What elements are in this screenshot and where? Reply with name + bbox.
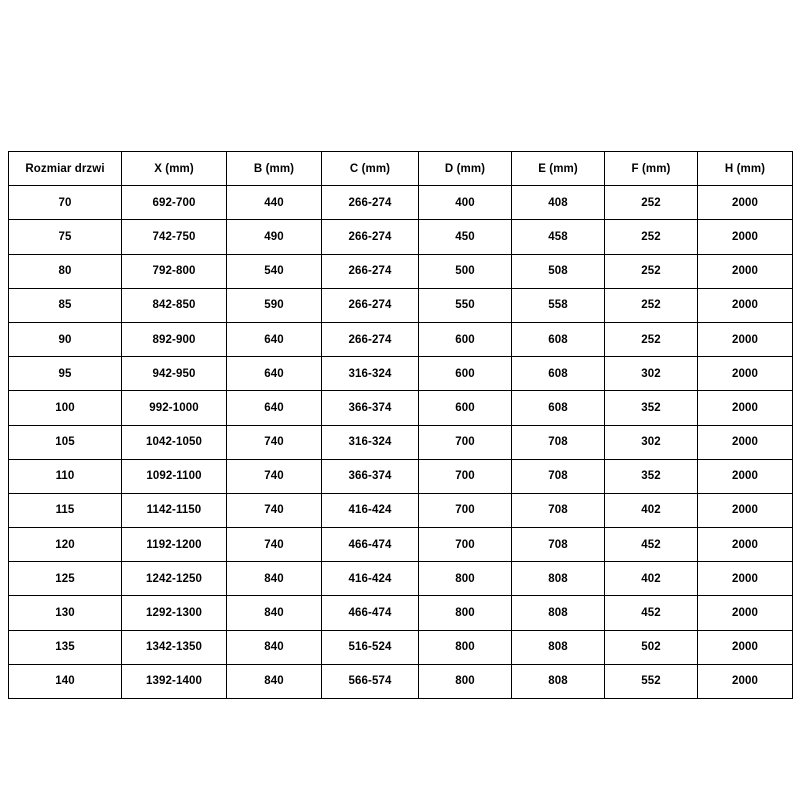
cell: 708: [512, 425, 605, 459]
cell: 892-900: [122, 322, 227, 356]
cell: 490: [227, 220, 322, 254]
cell: 842-850: [122, 288, 227, 322]
cell: 130: [9, 596, 122, 630]
cell: 2000: [698, 357, 793, 391]
table-row: [9, 493, 793, 527]
cell: 740: [227, 459, 322, 493]
cell: 500: [419, 254, 512, 288]
cell: 140: [9, 664, 122, 698]
cell: 800: [419, 596, 512, 630]
table-row: [9, 459, 793, 493]
table-row: [9, 357, 793, 391]
cell: 366-374: [322, 391, 419, 425]
cell: 302: [605, 425, 698, 459]
cell: 352: [605, 459, 698, 493]
cell: 402: [605, 562, 698, 596]
cell: 252: [605, 288, 698, 322]
size-table-container: [8, 151, 792, 699]
cell: 640: [227, 322, 322, 356]
cell: 252: [605, 220, 698, 254]
cell: 840: [227, 562, 322, 596]
cell: 558: [512, 288, 605, 322]
cell: 1142-1150: [122, 493, 227, 527]
cell: 1092-1100: [122, 459, 227, 493]
cell: 416-424: [322, 562, 419, 596]
cell: 252: [605, 322, 698, 356]
cell: 2000: [698, 562, 793, 596]
cell: 566-574: [322, 664, 419, 698]
cell: 708: [512, 459, 605, 493]
cell: 792-800: [122, 254, 227, 288]
cell: 100: [9, 391, 122, 425]
cell: 808: [512, 630, 605, 664]
cell: 95: [9, 357, 122, 391]
cell: 2000: [698, 493, 793, 527]
cell: 550: [419, 288, 512, 322]
cell: 800: [419, 562, 512, 596]
table-row: [9, 288, 793, 322]
cell: 708: [512, 528, 605, 562]
cell: 450: [419, 220, 512, 254]
table-row: [9, 596, 793, 630]
cell: 105: [9, 425, 122, 459]
cell: 70: [9, 186, 122, 220]
cell: 1192-1200: [122, 528, 227, 562]
table-row: [9, 425, 793, 459]
cell: 516-524: [322, 630, 419, 664]
cell: 2000: [698, 186, 793, 220]
cell: 2000: [698, 630, 793, 664]
cell: 608: [512, 391, 605, 425]
cell: 2000: [698, 459, 793, 493]
cell: 1242-1250: [122, 562, 227, 596]
cell: 740: [227, 425, 322, 459]
cell: 452: [605, 596, 698, 630]
table-row: [9, 528, 793, 562]
cell: 552: [605, 664, 698, 698]
cell: 2000: [698, 391, 793, 425]
cell: 466-474: [322, 596, 419, 630]
cell: 600: [419, 357, 512, 391]
cell: 740: [227, 528, 322, 562]
cell: 700: [419, 528, 512, 562]
cell: 75: [9, 220, 122, 254]
cell: 266-274: [322, 288, 419, 322]
cell: 90: [9, 322, 122, 356]
table-row: [9, 254, 793, 288]
cell: 316-324: [322, 357, 419, 391]
cell: 440: [227, 186, 322, 220]
cell: 2000: [698, 288, 793, 322]
cell: 742-750: [122, 220, 227, 254]
cell: 640: [227, 391, 322, 425]
column-header-rozmiar-drzwi: Rozmiar drzwi: [9, 152, 122, 186]
cell: 2000: [698, 596, 793, 630]
cell: 2000: [698, 254, 793, 288]
cell: 252: [605, 254, 698, 288]
cell: 2000: [698, 528, 793, 562]
cell: 366-374: [322, 459, 419, 493]
cell: 85: [9, 288, 122, 322]
cell: 80: [9, 254, 122, 288]
cell: 125: [9, 562, 122, 596]
cell: 110: [9, 459, 122, 493]
cell: 700: [419, 459, 512, 493]
cell: 540: [227, 254, 322, 288]
column-header-f: F (mm): [605, 152, 698, 186]
cell: 590: [227, 288, 322, 322]
column-header-h: H (mm): [698, 152, 793, 186]
cell: 1042-1050: [122, 425, 227, 459]
column-header-c: C (mm): [322, 152, 419, 186]
cell: 408: [512, 186, 605, 220]
cell: 700: [419, 493, 512, 527]
cell: 600: [419, 391, 512, 425]
cell: 302: [605, 357, 698, 391]
cell: 708: [512, 493, 605, 527]
cell: 600: [419, 322, 512, 356]
cell: 808: [512, 596, 605, 630]
cell: 800: [419, 664, 512, 698]
cell: 1342-1350: [122, 630, 227, 664]
cell: 608: [512, 322, 605, 356]
cell: 840: [227, 630, 322, 664]
column-header-x: X (mm): [122, 152, 227, 186]
cell: 502: [605, 630, 698, 664]
cell: 640: [227, 357, 322, 391]
cell: 266-274: [322, 322, 419, 356]
cell: 2000: [698, 322, 793, 356]
cell: 458: [512, 220, 605, 254]
table-row: [9, 220, 793, 254]
table-row: [9, 322, 793, 356]
cell: 2000: [698, 220, 793, 254]
cell: 352: [605, 391, 698, 425]
cell: 1392-1400: [122, 664, 227, 698]
table-row: [9, 664, 793, 698]
cell: 608: [512, 357, 605, 391]
table-row: [9, 391, 793, 425]
cell: 266-274: [322, 220, 419, 254]
door-size-table: [8, 151, 793, 699]
cell: 2000: [698, 425, 793, 459]
cell: 402: [605, 493, 698, 527]
cell: 2000: [698, 664, 793, 698]
cell: 800: [419, 630, 512, 664]
cell: 1292-1300: [122, 596, 227, 630]
cell: 840: [227, 596, 322, 630]
cell: 740: [227, 493, 322, 527]
cell: 942-950: [122, 357, 227, 391]
table-row: [9, 630, 793, 664]
table-row: [9, 186, 793, 220]
cell: 252: [605, 186, 698, 220]
cell: 808: [512, 562, 605, 596]
column-header-b: B (mm): [227, 152, 322, 186]
cell: 452: [605, 528, 698, 562]
cell: 135: [9, 630, 122, 664]
cell: 808: [512, 664, 605, 698]
column-header-e: E (mm): [512, 152, 605, 186]
cell: 466-474: [322, 528, 419, 562]
cell: 266-274: [322, 186, 419, 220]
cell: 115: [9, 493, 122, 527]
cell: 120: [9, 528, 122, 562]
cell: 840: [227, 664, 322, 698]
column-header-d: D (mm): [419, 152, 512, 186]
cell: 316-324: [322, 425, 419, 459]
cell: 266-274: [322, 254, 419, 288]
cell: 700: [419, 425, 512, 459]
cell: 416-424: [322, 493, 419, 527]
table-row: [9, 562, 793, 596]
table-header-row: [9, 152, 793, 186]
cell: 508: [512, 254, 605, 288]
cell: 400: [419, 186, 512, 220]
cell: 692-700: [122, 186, 227, 220]
cell: 992-1000: [122, 391, 227, 425]
